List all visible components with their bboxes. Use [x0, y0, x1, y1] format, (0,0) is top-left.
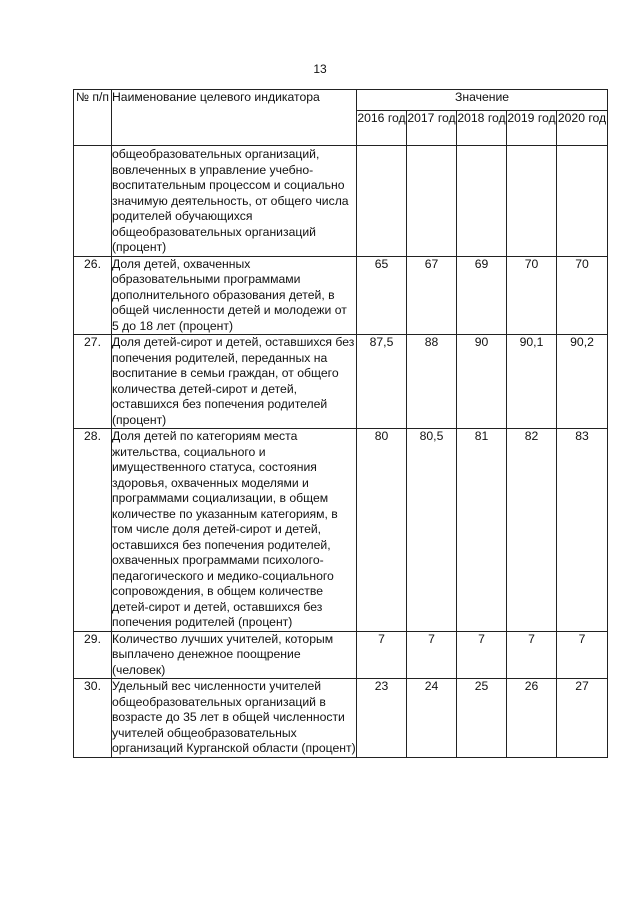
row-number: 28. — [74, 429, 112, 632]
value-cell: 82 — [507, 429, 557, 632]
value-cell — [407, 146, 457, 257]
row-number: 29. — [74, 631, 112, 679]
value-cell: 24 — [407, 679, 457, 758]
value-cell: 90,1 — [507, 335, 557, 429]
value-cell: 23 — [357, 679, 407, 758]
value-cell: 88 — [407, 335, 457, 429]
row-number: 30. — [74, 679, 112, 758]
value-cell — [457, 146, 507, 257]
header-year-2020: 2020 год — [557, 111, 608, 146]
row-number — [74, 146, 112, 257]
value-cell: 7 — [407, 631, 457, 679]
header-year-2017: 2017 год — [407, 111, 457, 146]
value-cell: 80 — [357, 429, 407, 632]
value-cell: 87,5 — [357, 335, 407, 429]
table-row — [74, 631, 608, 679]
header-year-2016: 2016 год — [357, 111, 407, 146]
header-year-2019: 2019 год — [507, 111, 557, 146]
value-cell: 67 — [407, 256, 457, 335]
indicator-name: Доля детей, охваченных образовательными программами дополнительного образования детей, в общей численности детей и молодежи от 5 до 18 лет (процент) — [112, 256, 357, 335]
indicators-table — [73, 89, 608, 758]
value-cell: 70 — [507, 256, 557, 335]
value-cell: 70 — [557, 256, 608, 335]
indicator-name: Доля детей-сирот и детей, оставшихся без попечения родителей, переданных на воспитание в семьи граждан, от общего количества детей-сирот и детей, оставшихся без попечения родителей (процент) — [112, 335, 357, 429]
table-row — [74, 256, 608, 335]
value-cell: 27 — [557, 679, 608, 758]
value-cell: 7 — [457, 631, 507, 679]
value-cell: 90,2 — [557, 335, 608, 429]
header-number: № п/п — [74, 90, 112, 146]
header-value-group: Значение — [357, 90, 608, 111]
value-cell — [507, 146, 557, 257]
value-cell: 81 — [457, 429, 507, 632]
value-cell: 65 — [357, 256, 407, 335]
table-row — [74, 146, 608, 257]
value-cell: 90 — [457, 335, 507, 429]
table-row — [74, 679, 608, 758]
row-number: 26. — [74, 256, 112, 335]
value-cell — [357, 146, 407, 257]
indicator-name: общеобразовательных организаций, вовлеченных в управление учебно-воспитательным процессом и социально значимую деятельность, от общего числа родителей обучающихся общеобразовательных организаций (процент) — [112, 146, 357, 257]
table-row — [74, 429, 608, 632]
value-cell: 7 — [557, 631, 608, 679]
value-cell: 80,5 — [407, 429, 457, 632]
row-number: 27. — [74, 335, 112, 429]
value-cell: 25 — [457, 679, 507, 758]
value-cell: 7 — [507, 631, 557, 679]
indicator-name: Доля детей по категориям места жительства, социального и имущественного статуса, состояния здоровья, охваченных моделями и программами социализации, в общем количестве по указанным категориям, в том числе доля детей-сирот и детей, оставшихся без попечения родителей, охваченных программами психолого-педагогического и медико-социального сопровождения, в общем количестве детей-сирот и детей, оставшихся без попечения родителей (процент) — [112, 429, 357, 632]
page-number: 13 — [313, 62, 327, 76]
value-cell: 69 — [457, 256, 507, 335]
header-year-2018: 2018 год — [457, 111, 507, 146]
value-cell: 83 — [557, 429, 608, 632]
header-indicator-name: Наименование целевого индикатора — [112, 90, 357, 146]
indicator-name: Удельный вес численности учителей общеобразовательных организаций в возрасте до 35 лет в общей численности учителей общеобразовательных организаций Курганской области (процент) — [112, 679, 356, 755]
value-cell — [557, 146, 608, 257]
table-row — [74, 335, 608, 429]
value-cell: 7 — [357, 631, 407, 679]
indicator-name: Количество лучших учителей, которым выплачено денежное поощрение (человек) — [112, 631, 357, 679]
value-cell: 26 — [507, 679, 557, 758]
